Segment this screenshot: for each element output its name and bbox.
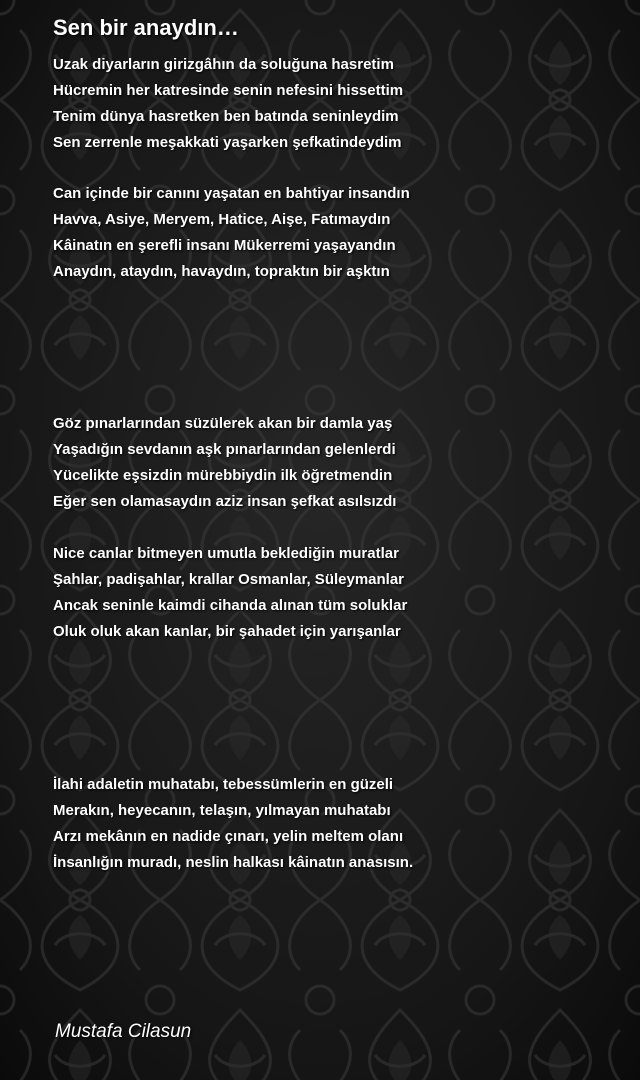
poem-line: Göz pınarlarından süzülerek akan bir damla yaş (53, 415, 393, 432)
poem-line: Arzı mekânın en nadide çınarı, yelin meltem olanı (53, 828, 404, 845)
poem-line: Eğer sen olamasaydın aziz insan şefkat asılsızdı (53, 493, 397, 510)
poem-title: Sen bir anaydın… (53, 15, 239, 40)
poem-line: Havva, Asiye, Meryem, Hatice, Aişe, Fatımaydın (53, 211, 391, 228)
poem-line: Yaşadığın sevdanın aşk pınarlarından gelenlerdi (53, 441, 396, 458)
stanza-4 (53, 541, 407, 645)
poem-line: İnsanlığın muradı, neslin halkası kâinatın anasısın. (53, 854, 414, 871)
poem-line: Anaydın, ataydın, havaydın, topraktın bir aşktın (53, 263, 390, 280)
poem-line: Nice canlar bitmeyen umutla beklediğin muratlar (53, 545, 399, 562)
stanza-5 (53, 772, 413, 876)
stanza-2 (53, 181, 410, 285)
stanza-3 (53, 411, 396, 515)
poem-line: Kâinatın en şerefli insanı Mükerremi yaşayandın (53, 237, 396, 254)
poem-line: Can içinde bir canını yaşatan en bahtiyar insandın (53, 185, 410, 202)
poem-line: Oluk oluk akan kanlar, bir şahadet için yarışanlar (53, 623, 401, 640)
poem-line: Şahlar, padişahlar, krallar Osmanlar, Süleymanlar (53, 571, 405, 588)
stanza-1 (53, 52, 403, 156)
poem-line: Ancak seninle kaimdi cihanda alınan tüm soluklar (53, 597, 408, 614)
poem-line: Tenim dünya hasretken ben batında seninleydim (53, 108, 399, 125)
poem-line: Yücelikte eşsizdin mürebbiydin ilk öğretmendin (53, 467, 393, 484)
poem-line: İlahi adaletin muhatabı, tebessümlerin en güzeli (53, 776, 394, 793)
poem-line: Uzak diyarların girizgâhın da soluğuna hasretim (53, 56, 394, 73)
poem-line: Sen zerrenle meşakkati yaşarken şefkatindeydim (53, 134, 402, 151)
poem-line: Merakın, heyecanın, telaşın, yılmayan muhatabı (53, 802, 391, 819)
poem-author: Mustafa Cilasun (55, 1021, 192, 1042)
poem-line: Hücremin her katresinde senin nefesini hissettim (53, 82, 404, 99)
